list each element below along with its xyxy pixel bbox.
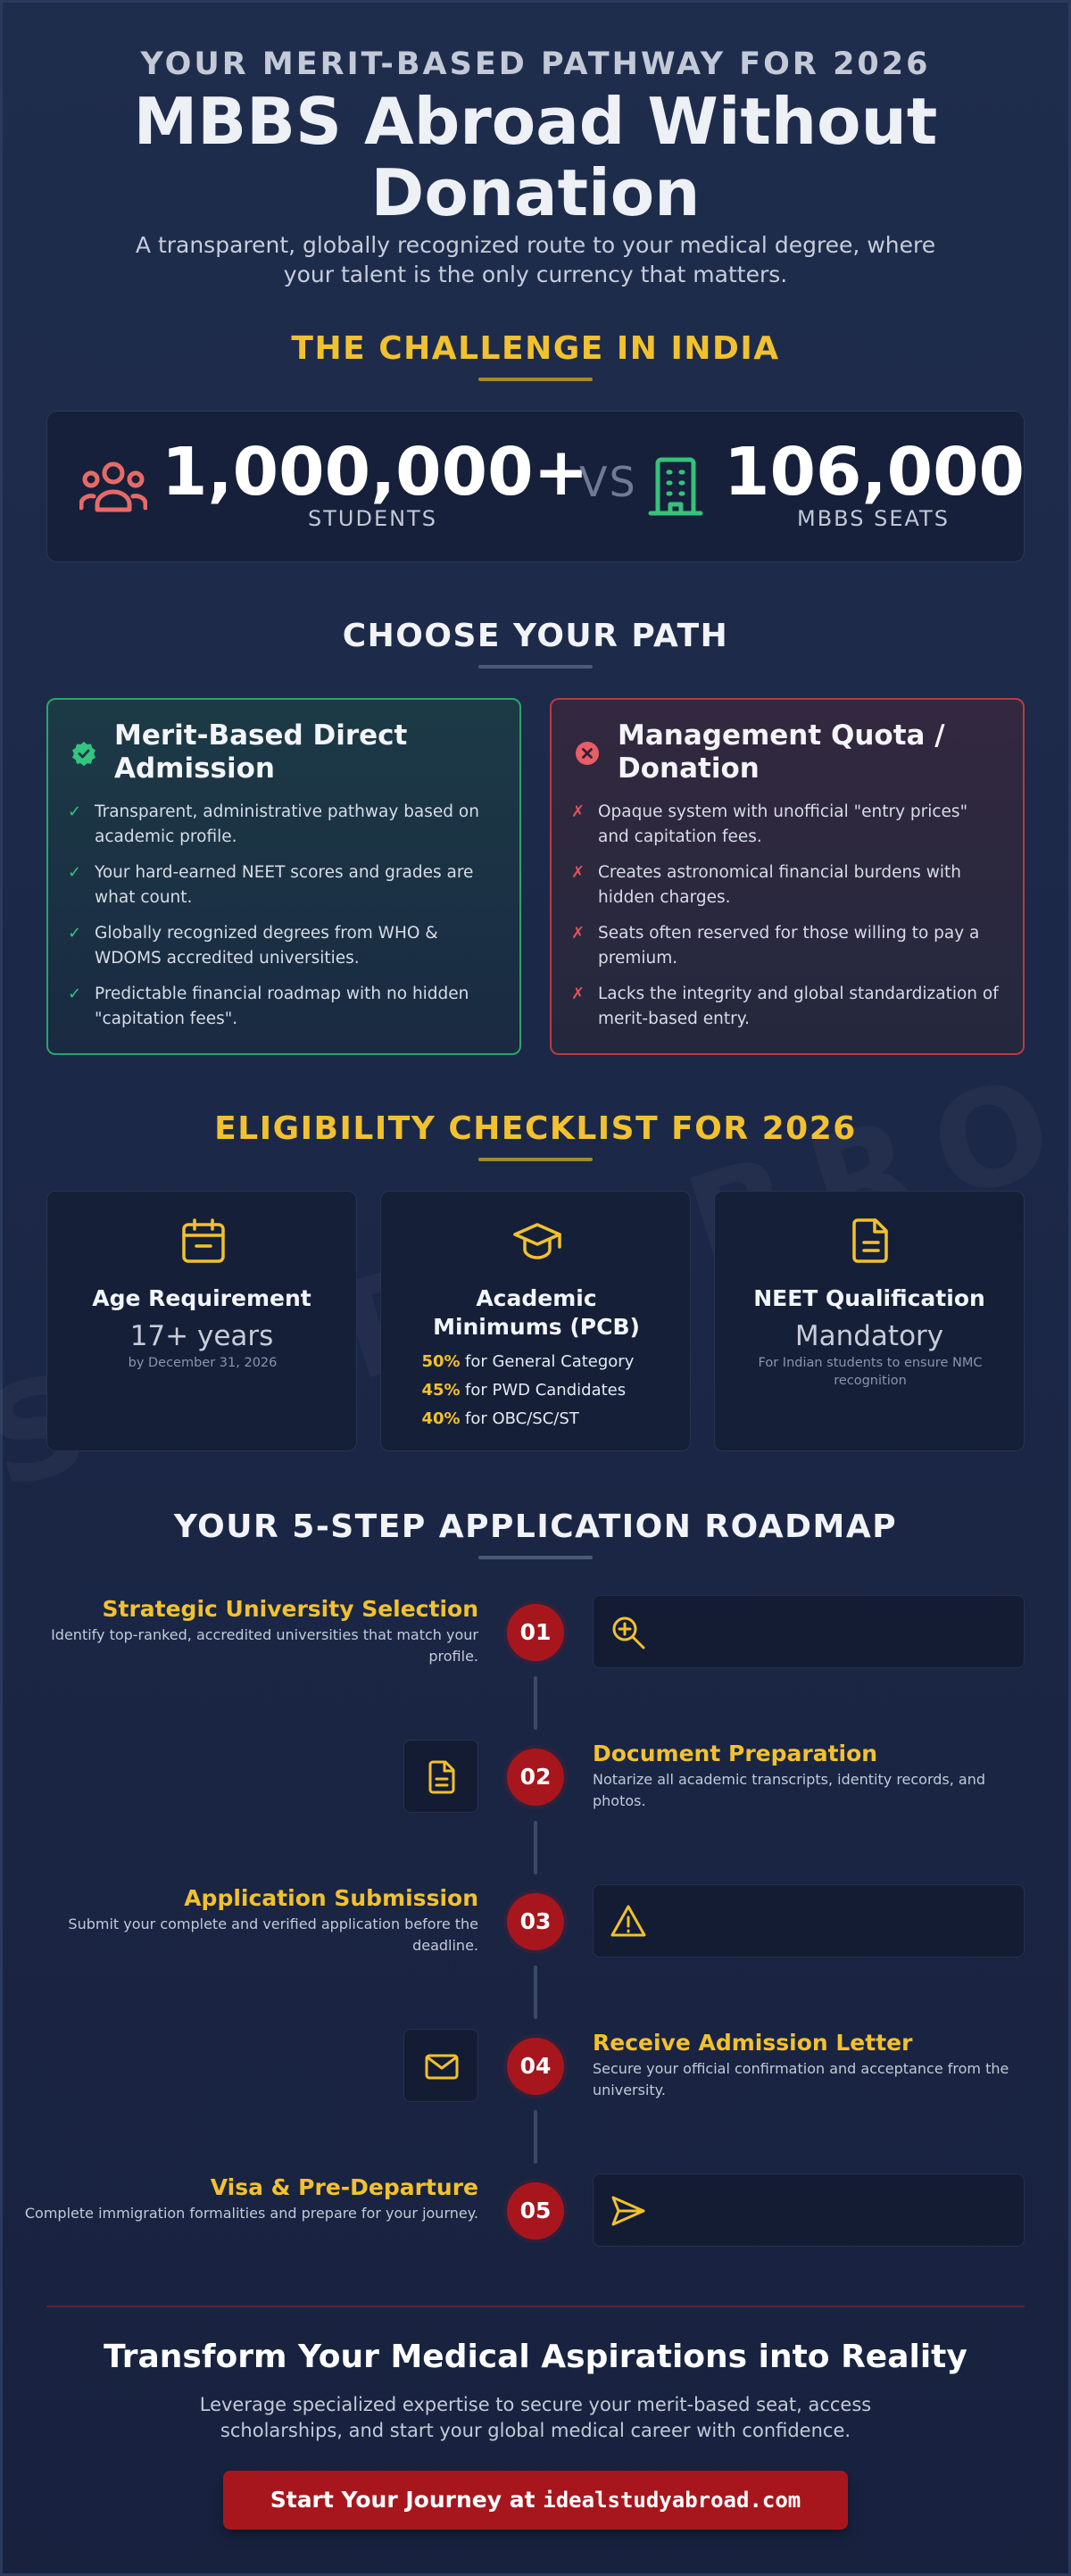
step-2-icon-box — [403, 1740, 478, 1813]
roadmap-rule — [478, 1556, 593, 1559]
check-icon: ✓ — [68, 802, 82, 821]
eligibility-heading: ELIGIBILITY CHECKLIST FOR 2026 — [214, 1110, 857, 1147]
cross-icon: ✗ — [571, 924, 585, 943]
management-path-card — [550, 698, 1025, 1055]
pcb-row-general: 50% for General Category — [421, 1352, 635, 1371]
seats-value: 106,000 — [724, 434, 1025, 511]
challenge-heading: THE CHALLENGE IN INDIA — [291, 330, 780, 367]
timeline-connector — [534, 1965, 537, 2019]
academic-card — [380, 1191, 691, 1451]
step-3-icon-box — [593, 1884, 1025, 1957]
step-3-title: Application Submission — [184, 1885, 478, 1911]
hero-subtitle: A transparent, globally recognized route to your medical degree, where your talent is the only currency that matters. — [135, 232, 936, 287]
management-path-title: Management Quota / Donation — [618, 719, 945, 785]
challenge-card — [46, 411, 1025, 562]
cross-icon: ✗ — [571, 985, 585, 1003]
list-item: ✗ Creates astronomical financial burdens with hidden charges. — [571, 860, 1000, 910]
neet-value: Mandatory — [794, 1320, 944, 1352]
seats-label: MBBS SEATS — [797, 506, 950, 531]
hero-eyebrow: YOUR MERIT-BASED PATHWAY FOR 2026 — [140, 46, 931, 82]
list-item: ✗ Seats often reserved for those willing to pay a premium. — [571, 921, 1000, 971]
merit-points — [68, 800, 496, 1043]
check-icon: ✓ — [68, 985, 82, 1003]
management-points — [571, 800, 1000, 1043]
academic-title: Academic Minimums (PCB) — [433, 1285, 640, 1340]
list-item: ✓ Globally recognized degrees from WHO & WDOMS accredited universities. — [68, 921, 496, 971]
mail-icon — [423, 2048, 461, 2085]
check-icon: ✓ — [68, 924, 82, 943]
roadmap-heading: YOUR 5-STEP APPLICATION ROADMAP — [173, 1508, 898, 1545]
merit-path-card — [46, 698, 521, 1055]
check-badge-icon — [71, 741, 96, 766]
step-5-title: Visa & Pre-Departure — [210, 2174, 478, 2200]
cta-subtitle: Leverage specialized expertise to secure your merit-based seat, access scholarships, and start your global medical career with confidence. — [199, 2394, 872, 2441]
eligibility-rule — [478, 1158, 593, 1161]
timeline-connector — [534, 2110, 537, 2164]
search-plus-icon — [610, 1614, 647, 1651]
neet-note: For Indian students to ensure NMC recognition — [758, 1356, 983, 1388]
timeline-connector — [534, 1676, 537, 1730]
hero-title: MBBS Abroad Without Donation — [133, 84, 938, 230]
timeline-connector — [534, 1821, 537, 1874]
step-2-number: 02 — [507, 1749, 564, 1806]
neet-card — [714, 1191, 1025, 1451]
warning-icon — [610, 1903, 647, 1940]
list-item: ✗ Opaque system with unofficial "entry prices" and capitation fees. — [571, 800, 1000, 850]
neet-title: NEET Qualification — [753, 1285, 985, 1311]
age-card — [46, 1191, 357, 1451]
send-icon — [610, 2192, 647, 2230]
step-4-desc: Secure your official confirmation and acceptance from the university. — [593, 2060, 1009, 2098]
start-journey-button[interactable] — [223, 2471, 848, 2530]
cta-button-url: idealstudyabroad.com — [543, 2488, 801, 2513]
pcb-row-obc: 40% for OBC/SC/ST — [421, 1409, 579, 1428]
age-title: Age Requirement — [92, 1285, 311, 1311]
step-1-icon-box — [593, 1595, 1025, 1668]
challenge-rule — [478, 378, 593, 381]
step-5-number: 05 — [507, 2182, 564, 2239]
paths-heading: CHOOSE YOUR PATH — [342, 618, 729, 654]
step-4-title: Receive Admission Letter — [593, 2030, 913, 2056]
list-item: ✓ Transparent, administrative pathway based on academic profile. — [68, 800, 496, 850]
age-value: 17+ years — [129, 1320, 274, 1352]
list-item: ✓ Predictable financial roadmap with no hidden "capitation fees". — [68, 982, 496, 1032]
step-4-number: 04 — [507, 2038, 564, 2095]
check-icon: ✓ — [68, 863, 82, 882]
step-3-desc: Submit your complete and verified application before the deadline. — [68, 1915, 478, 1954]
step-1-title: Strategic University Selection — [102, 1596, 478, 1622]
x-circle-icon — [575, 741, 600, 766]
step-4-icon-box — [403, 2029, 478, 2102]
building-icon — [647, 456, 704, 517]
document-icon — [847, 1217, 895, 1265]
step-2-title: Document Preparation — [593, 1741, 878, 1766]
paths-rule — [478, 665, 593, 669]
merit-path-title: Merit-Based Direct Admission — [114, 719, 408, 785]
step-5-icon-box — [593, 2173, 1025, 2247]
age-note: by December 31, 2026 — [128, 1356, 278, 1370]
step-3-number: 03 — [507, 1893, 564, 1950]
cta-title: Transform Your Medical Aspirations into Reality — [104, 2339, 967, 2375]
document-icon — [423, 1758, 461, 1796]
list-item: ✓ Your hard-earned NEET scores and grades are what count. — [68, 860, 496, 910]
students-label: STUDENTS — [308, 506, 437, 531]
section-divider — [46, 2306, 1025, 2307]
pcb-row-pwd: 45% for PWD Candidates — [421, 1381, 627, 1400]
calendar-icon — [179, 1217, 228, 1265]
step-5-desc: Complete immigration formalities and prepare for your journey. — [24, 2205, 478, 2222]
graduation-cap-icon — [513, 1217, 561, 1265]
cross-icon: ✗ — [571, 863, 585, 882]
list-item: ✗ Lacks the integrity and global standardization of merit-based entry. — [571, 982, 1000, 1032]
step-1-number: 01 — [507, 1604, 564, 1661]
vs-label: VS — [579, 458, 637, 506]
step-1-desc: Identify top-ranked, accredited universities that match your profile. — [51, 1626, 478, 1665]
cross-icon: ✗ — [571, 802, 585, 821]
cta-button-label: Start Your Journey at — [270, 2487, 536, 2513]
users-icon — [79, 458, 147, 515]
step-2-desc: Notarize all academic transcripts, identity records, and photos. — [593, 1771, 986, 1809]
students-value: 1,000,000+ — [162, 434, 589, 511]
